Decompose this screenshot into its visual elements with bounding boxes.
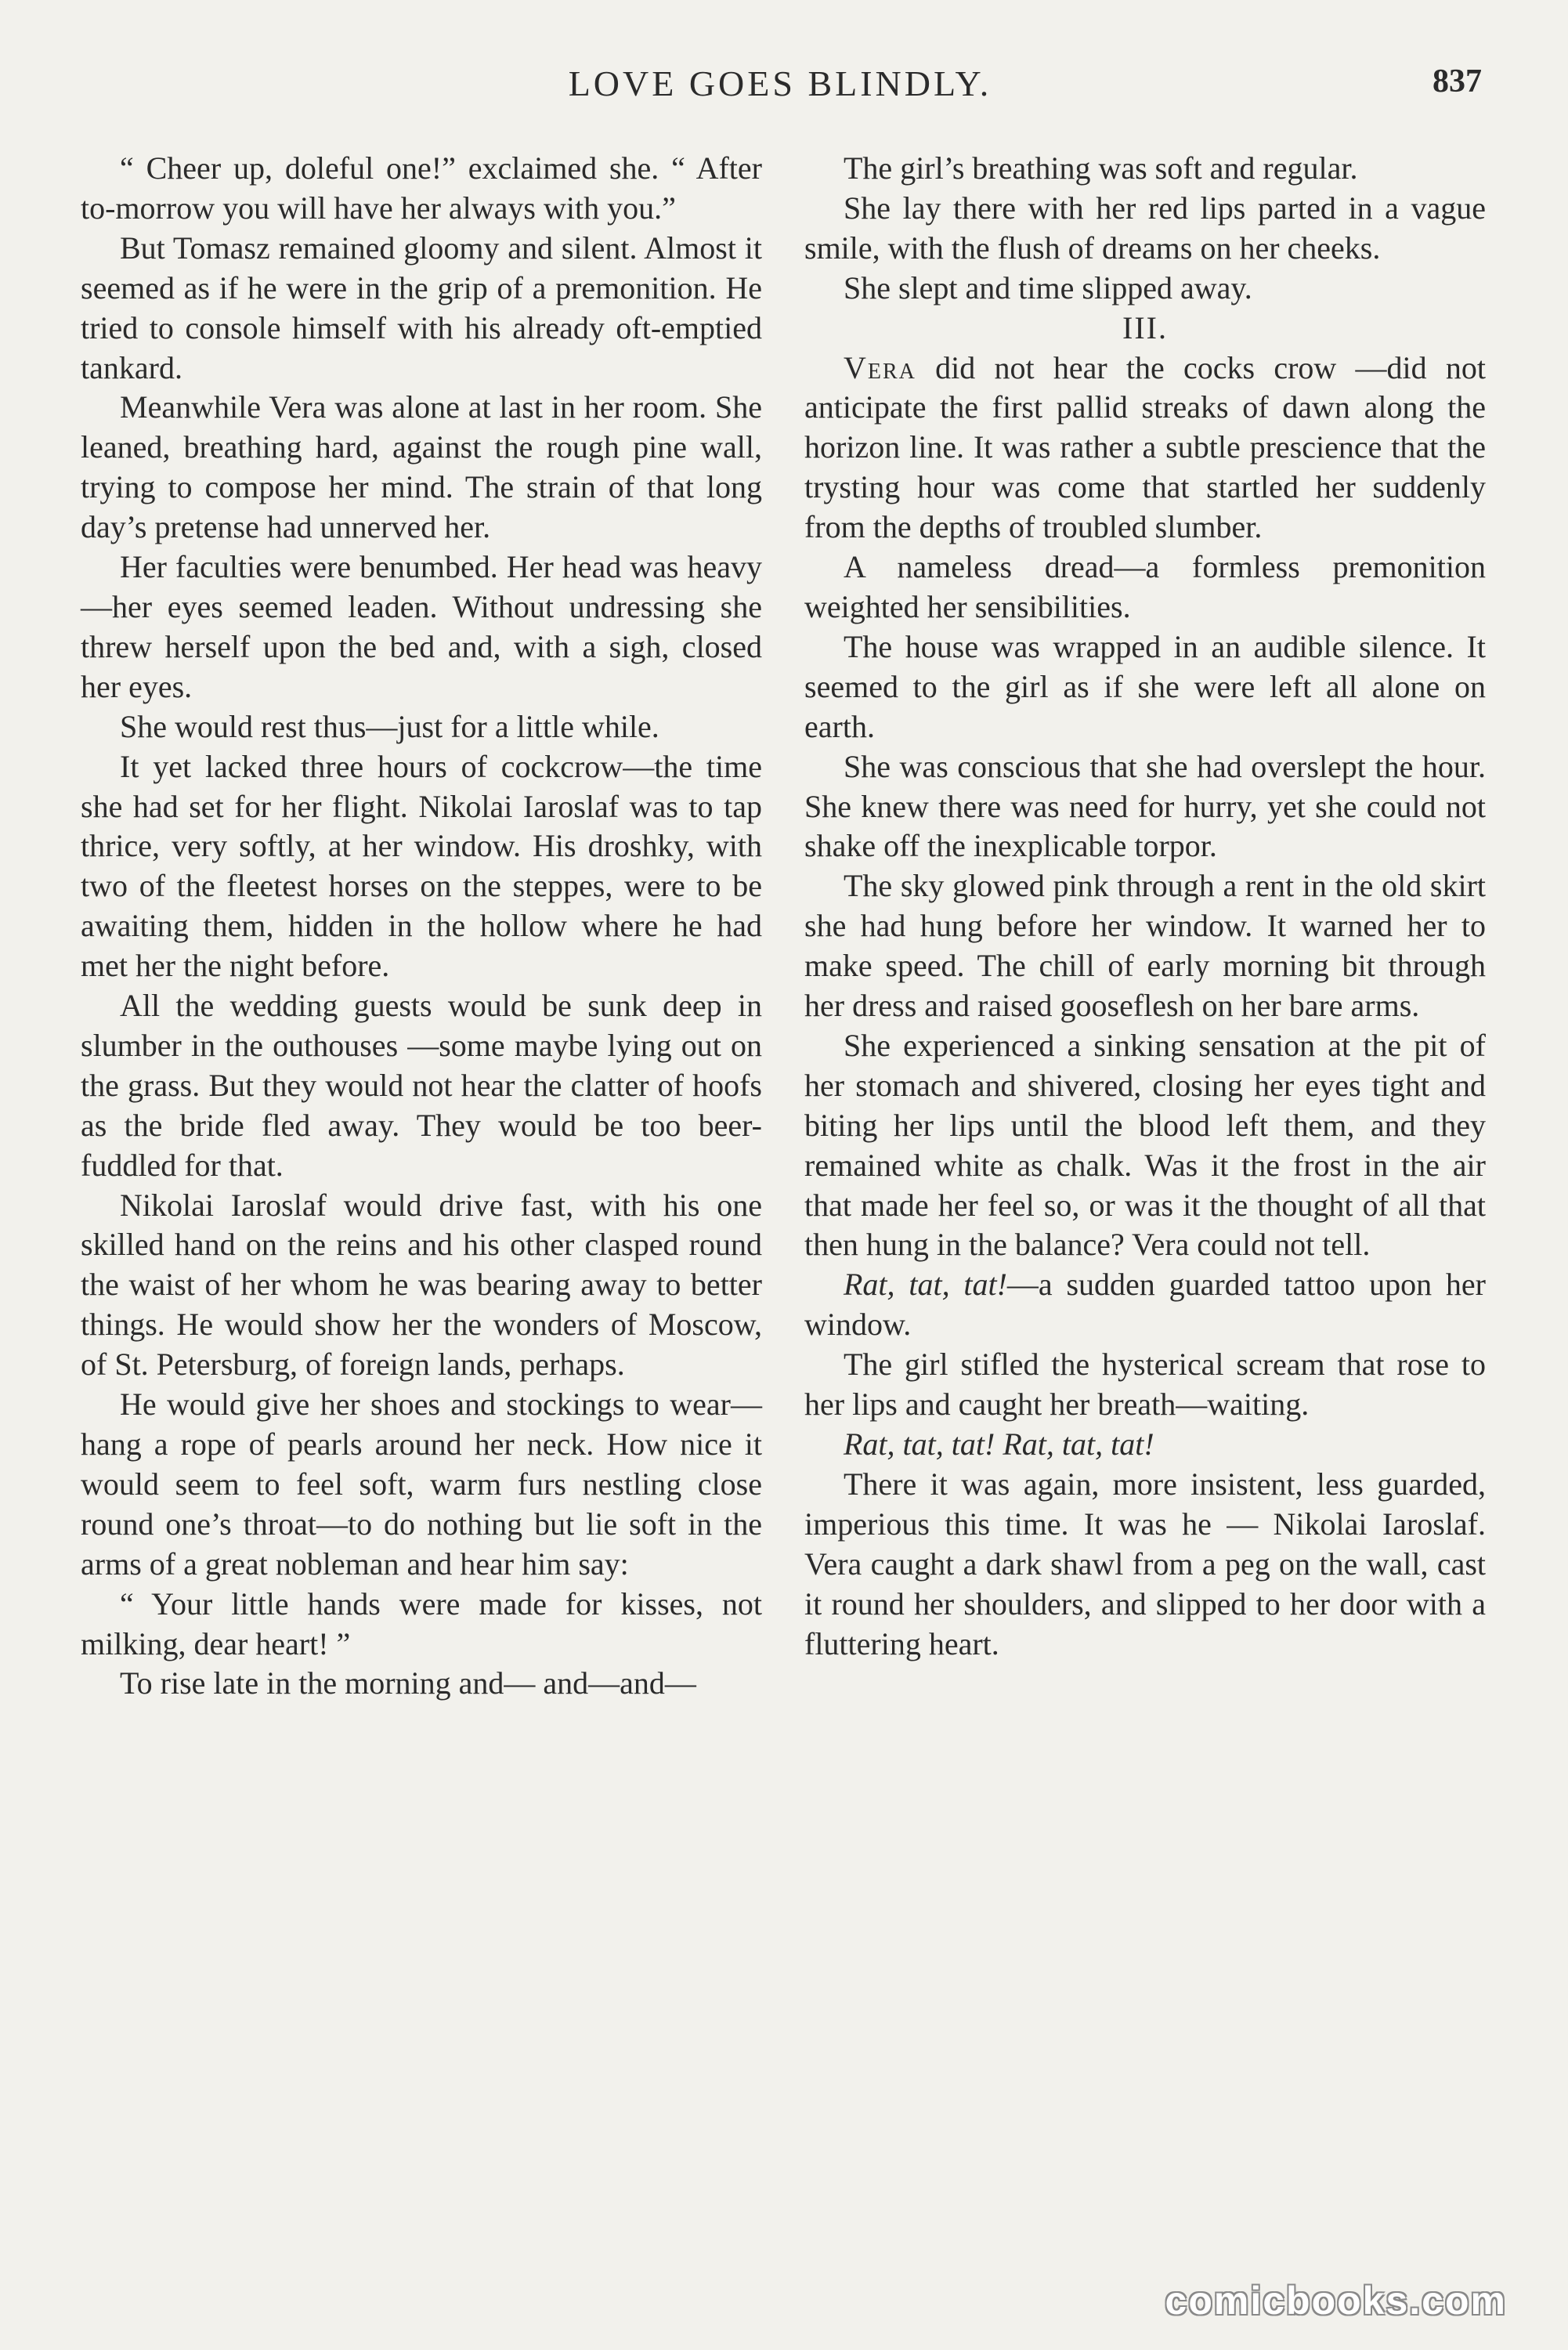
paragraph: It yet lacked three hours of cockcrow—the time she had set for her flight. Nikolai Iaroslaf was to tap thrice, very softly, at her window. His droshky, with two of the fleetest horses on the steppes, were to be awaiting them, hidden in the hollow where he had met her the night before. <box>81 748 762 984</box>
opening-word: Vera <box>844 349 916 385</box>
paragraph-text: did not hear the cocks crow —did not anticipate the first pallid streaks of dawn along the horizon line. It was rather a subtle prescience that the trysting hour was come that startled her suddenly from the depths of troubled slumber. <box>804 349 1486 545</box>
right-column <box>804 149 1486 1664</box>
watermark: comicbooks.com <box>1165 2279 1507 2323</box>
paragraph: There it was again, more insistent, less guarded, imperious this time. It was he — Nikolai Iaroslaf. Vera caught a dark shawl from a peg on the wall, cast it round her shoulders, and slipped to her door with a fluttering heart. <box>804 1466 1486 1661</box>
paragraph: The girl’s breathing was soft and regular. <box>844 150 1358 186</box>
left-column <box>81 149 762 1704</box>
paragraph: She experienced a sinking sensation at the pit of her stomach and shivered, closing her eyes tight and biting her lips until the blood left them, and they remained white as chalk. Was it the frost in the air that made her feel so, or was it the thought of all that then hung in the balance? Vera could not tell. <box>804 1027 1486 1263</box>
paragraph: “ Cheer up, doleful one!” exclaimed she. “ After to-morrow you will have her always with you.” <box>81 150 762 226</box>
running-title: LOVE GOES BLINDLY. <box>568 63 992 103</box>
paragraph: “ Your little hands were made for kisses, not milking, dear heart! ” <box>81 1585 762 1661</box>
paragraph: The house was wrapped in an audible silence. It seemed to the girl as if she were left all alone on earth. <box>804 628 1486 744</box>
paragraph-text: —a sudden guarded tattoo upon her window. <box>804 1267 1486 1343</box>
paragraph: Meanwhile Vera was alone at last in her room. She leaned, breathing hard, against the rough pine wall, trying to compose her mind. The strain of that long day’s pretense had unnerved her. <box>81 389 762 545</box>
paragraph: Rat, tat, tat! Rat, tat, tat! <box>844 1426 1154 1462</box>
paragraph: Nikolai Iaroslaf would drive fast, with his one skilled hand on the reins and his other clasped round the waist of her whom he was bearing away to better things. He would show her the wonders of Moscow, of St. Petersburg, of foreign lands, perhaps. <box>81 1187 762 1383</box>
paragraph <box>804 1265 1486 1345</box>
paragraph: She lay there with her red lips parted in a vague smile, with the flush of dreams on her cheeks. <box>804 190 1486 266</box>
paragraph: She slept and time slipped away. <box>844 269 1252 306</box>
section-heading: III. <box>1122 309 1168 345</box>
paragraph: A nameless dread—a formless premonition weighted her sensibilities. <box>804 549 1486 624</box>
paragraph: She would rest thus—just for a little while. <box>120 708 659 744</box>
paragraph: Her faculties were benumbed. Her head was heavy—her eyes seemed leaden. Without undressing she threw herself upon the bed and, with a sigh, closed her eyes. <box>81 549 762 704</box>
paragraph: He would give her shoes and stockings to wear—hang a rope of pearls around her neck. How nice it would seem to feel soft, warm furs nestling close round one’s throat—to do nothing but lie soft in the arms of a great nobleman and hear him say: <box>81 1386 762 1582</box>
paragraph: She was conscious that she had overslept the hour. She knew there was need for hurry, yet she could not shake off the inexplicable torpor. <box>804 748 1486 864</box>
tattoo-sound: Rat, tat, tat! <box>844 1267 1007 1303</box>
paragraph: But Tomasz remained gloomy and silent. Almost it seemed as if he were in the grip of a premonition. He tried to console himself with his already oft-emptied tankard. <box>81 230 762 385</box>
paragraph: The sky glowed pink through a rent in the old skirt she had hung before her window. It warned her to make speed. The chill of early morning bit through her dress and raised gooseflesh on her bare arms. <box>804 868 1486 1024</box>
page-header <box>78 63 1482 125</box>
paragraph <box>804 349 1486 548</box>
paragraph: All the wedding guests would be sunk deep in slumber in the outhouses —some maybe lying out on the grass. But they would not hear the clatter of hoofs as the bride fled away. They would be too beer-fuddled for that. <box>81 988 762 1183</box>
paragraph: To rise late in the morning and— and—and— <box>120 1665 696 1701</box>
page-number: 837 <box>1433 63 1482 99</box>
paragraph: The girl stifled the hysterical scream that rose to her lips and caught her breath—waiting. <box>804 1347 1486 1423</box>
